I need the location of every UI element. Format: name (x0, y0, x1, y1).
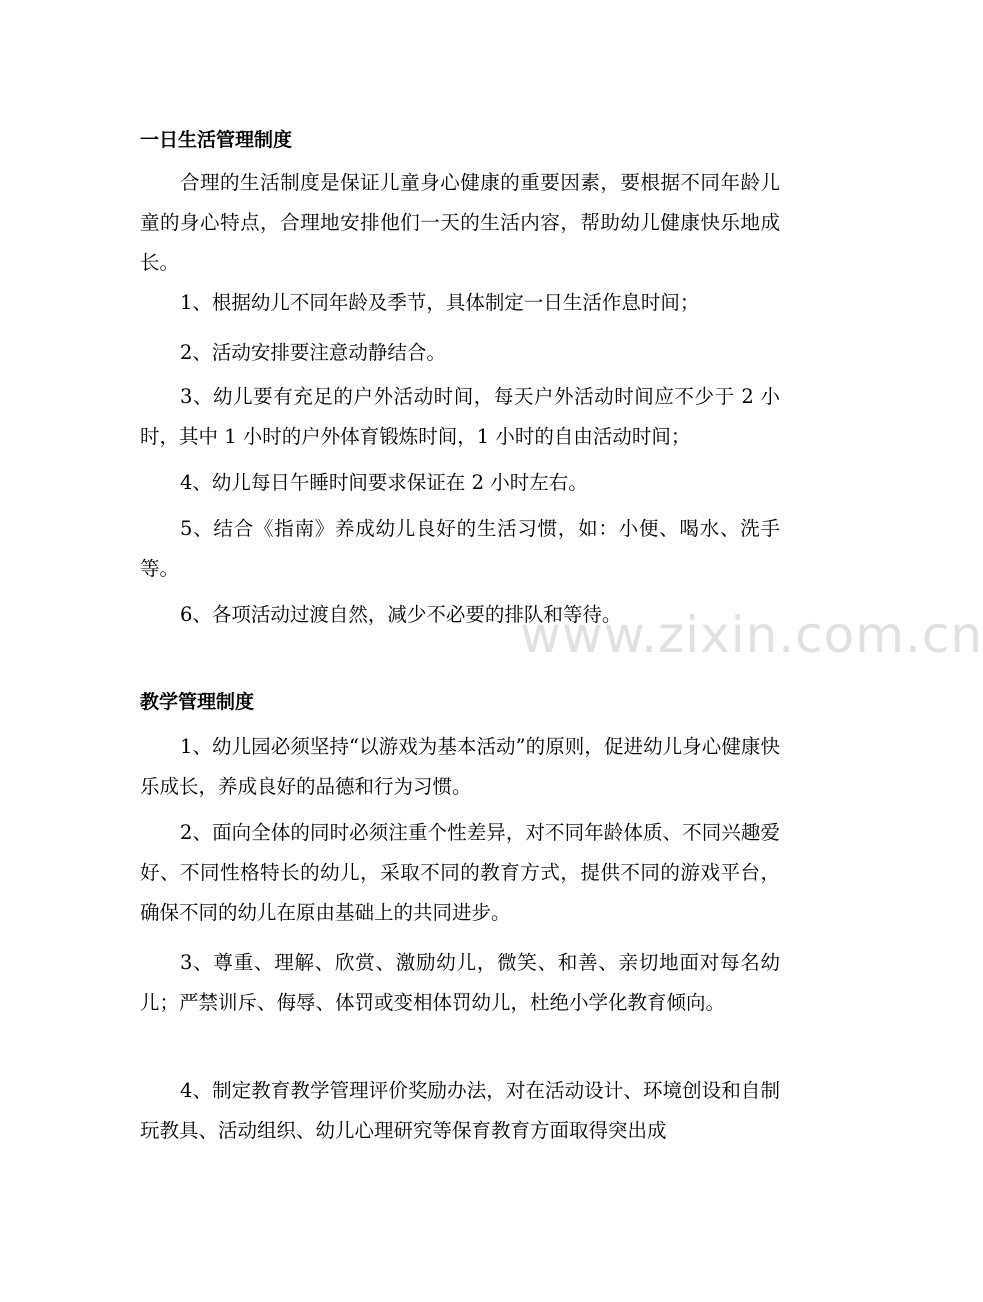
paragraph-intro: 合理的生活制度是保证儿童身心健康的重要因素，要根据不同年龄儿童的身心特点，合理地安排他们一天的生活内容，帮助幼儿健康快乐地成长。 (140, 171, 780, 274)
watermark-text: www.zixin.com.cn (520, 606, 983, 664)
section-title-teaching: 教学管理制度 (140, 691, 255, 713)
paragraph-item-6: 6、各项活动过渡自然，减少不必要的排队和等待。 (180, 603, 622, 626)
section-title-daily-life: 一日生活管理制度 (140, 129, 293, 151)
paragraph-item-1: 1、根据幼儿不同年龄及季节，具体制定一日生活作息时间； (180, 291, 700, 314)
paragraph-teaching-4: 4、制定教育教学管理评价奖励办法，对在活动设计、环境创设和自制玩教具、活动组织、幼儿心理研究等保育教育方面取得突出成 (140, 1079, 780, 1142)
paragraph-item-4: 4、幼儿每日午睡时间要求保证在 2 小时左右。 (180, 471, 588, 494)
paragraph-item-2: 2、活动安排要注意动静结合。 (180, 341, 446, 364)
paragraph-teaching-1: 1、幼儿园必须坚持“以游戏为基本活动”的原则，促进幼儿身心健康快乐成长，养成良好的品德和行为习惯。 (140, 735, 780, 798)
paragraph-item-5: 5、结合《指南》养成幼儿良好的生活习惯，如：小便、喝水、洗手等。 (140, 517, 780, 580)
paragraph-item-3: 3、幼儿要有充足的户外活动时间，每天户外活动时间应不少于 2 小时，其中 1 小时的户外体育锻炼时间，1 小时的自由活动时间； (140, 385, 780, 448)
paragraph-teaching-3: 3、尊重、理解、欣赏、激励幼儿，微笑、和善、亲切地面对每名幼儿；严禁训斥、侮辱、体罚或变相体罚幼儿，杜绝小学化教育倾向。 (140, 951, 780, 1014)
paragraph-teaching-2: 2、面向全体的同时必须注重个性差异，对不同年龄体质、不同兴趣爱好、不同性格特长的幼儿，采取不同的教育方式，提供不同的游戏平台，确保不同的幼儿在原由基础上的共同进步。 (140, 821, 780, 924)
